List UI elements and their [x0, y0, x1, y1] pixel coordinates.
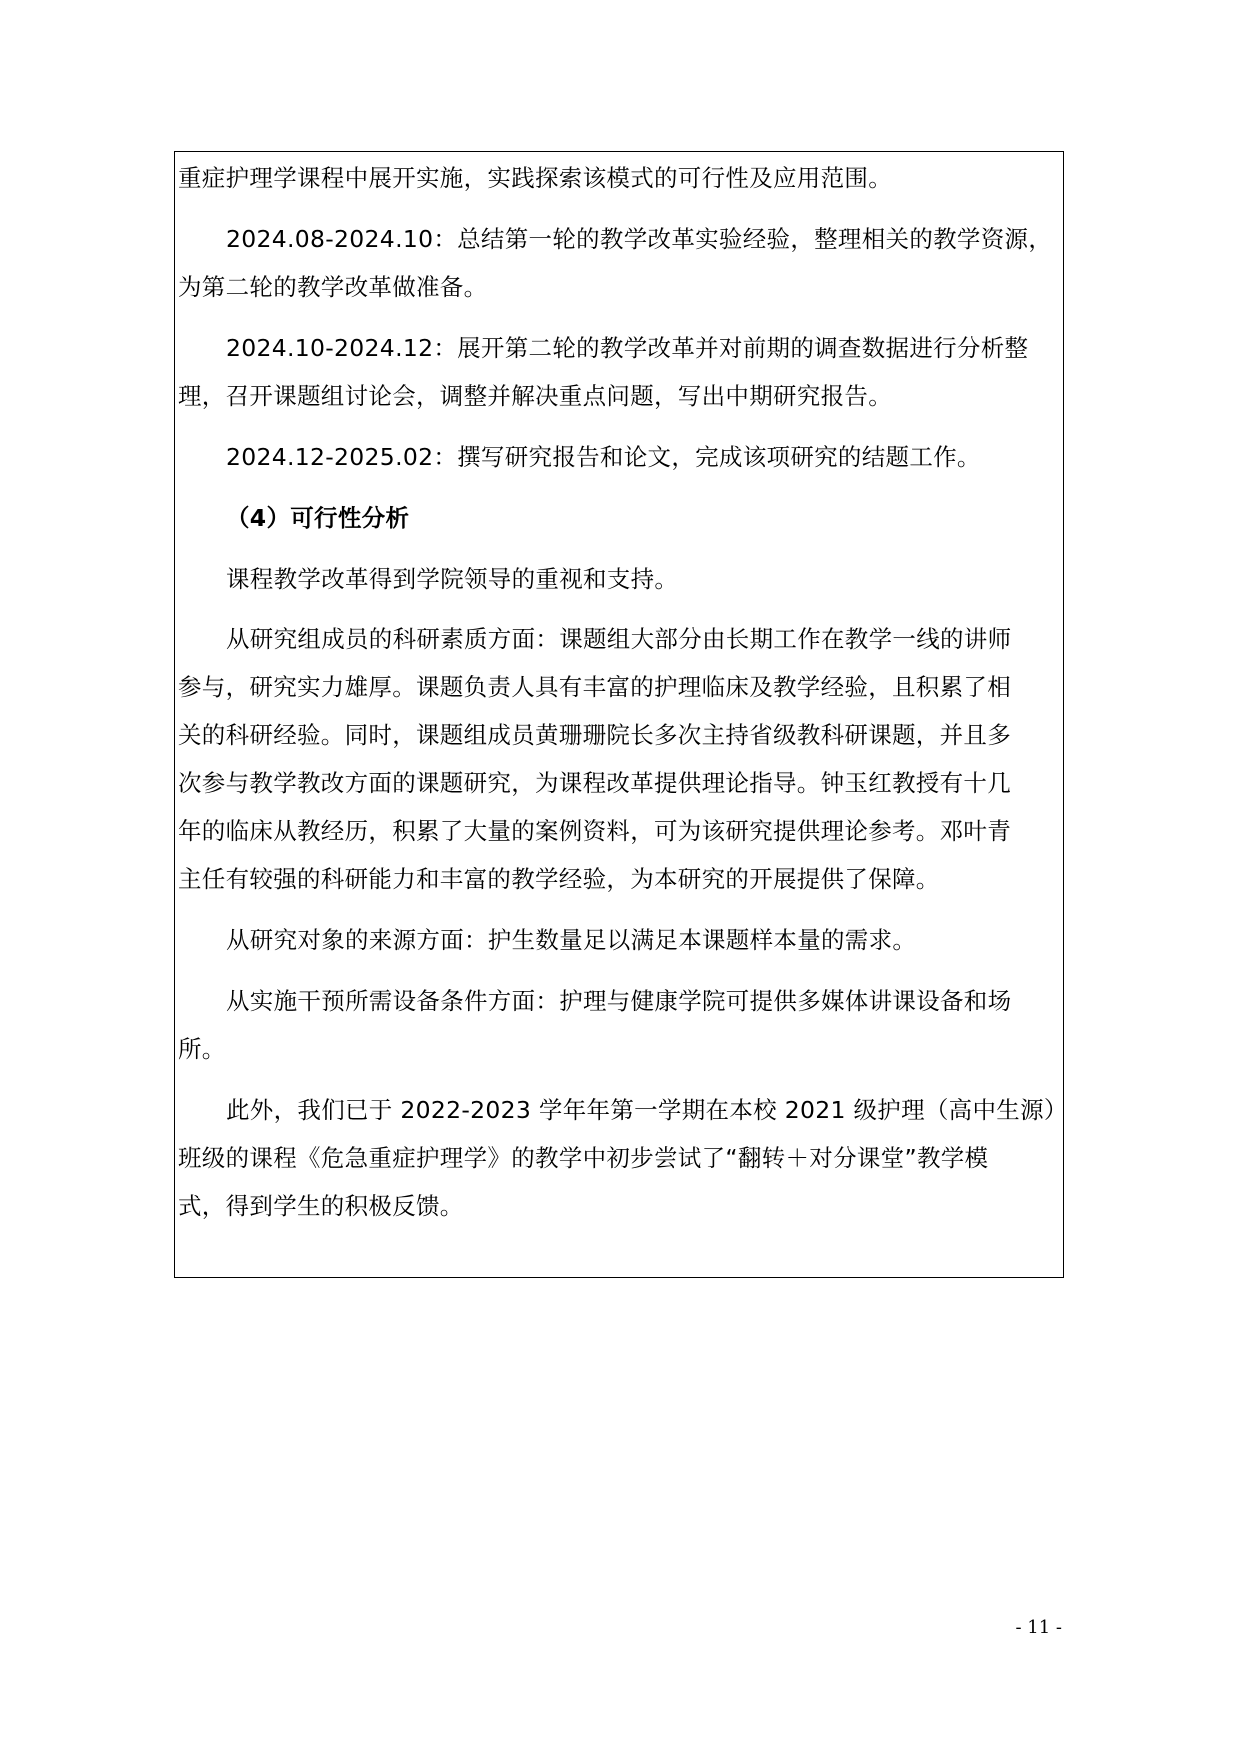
paragraph-line: 理，召开课题组讨论会，调整并解决重点问题，写出中期研究报告。 [178, 382, 892, 410]
paragraph-line: 课程教学改革得到学院领导的重视和支持。 [226, 565, 679, 593]
paragraph-line: 2024.12-2025.02：撰写研究报告和论文，完成该项研究的结题工作。 [226, 443, 981, 471]
paragraph-line: 次参与教学教改方面的课题研究，为课程改革提供理论指导。钟玉红教授有十几 [178, 769, 1011, 797]
paragraph-line: 从实施干预所需设备条件方面：护理与健康学院可提供多媒体讲课设备和场 [226, 987, 1012, 1015]
paragraph-line: 从研究组成员的科研素质方面：课题组大部分由长期工作在教学一线的讲师 [226, 625, 1012, 653]
page-number: - 11 - [1015, 1617, 1062, 1638]
paragraph-line: 为第二轮的教学改革做准备。 [178, 273, 488, 301]
paragraph-line: 式，得到学生的积极反馈。 [178, 1192, 464, 1220]
paragraph-line: 2024.08-2024.10：总结第一轮的教学改革实验经验，整理相关的教学资源， [226, 225, 1053, 253]
paragraph-line: 关的科研经验。同时，课题组成员黄珊珊院长多次主持省级教科研课题，并且多 [178, 721, 1011, 749]
paragraph-line: 从研究对象的来源方面：护生数量足以满足本课题样本量的需求。 [226, 926, 917, 954]
paragraph-line: 参与，研究实力雄厚。课题负责人具有丰富的护理临床及教学经验，且积累了相 [178, 673, 1011, 701]
paragraph-line: 重症护理学课程中展开实施，实践探索该模式的可行性及应用范围。 [178, 164, 892, 192]
paragraph-line: 主任有较强的科研能力和丰富的教学经验，为本研究的开展提供了保障。 [178, 865, 940, 893]
paragraph-line: 班级的课程《危急重症护理学》的教学中初步尝试了“翻转＋对分课堂”教学模 [178, 1144, 989, 1172]
paragraph-line: 2024.10-2024.12：展开第二轮的教学改革并对前期的调查数据进行分析整 [226, 334, 1029, 362]
paragraph-line: 此外，我们已于 2022-2023 学年年第一学期在本校 2021 级护理（高中生源） [226, 1096, 1068, 1124]
paragraph-line: 所。 [178, 1035, 226, 1063]
section-heading: （4）可行性分析 [226, 504, 410, 532]
paragraph-line: 年的临床从教经历，积累了大量的案例资料，可为该研究提供理论参考。邓叶青 [178, 817, 1011, 845]
